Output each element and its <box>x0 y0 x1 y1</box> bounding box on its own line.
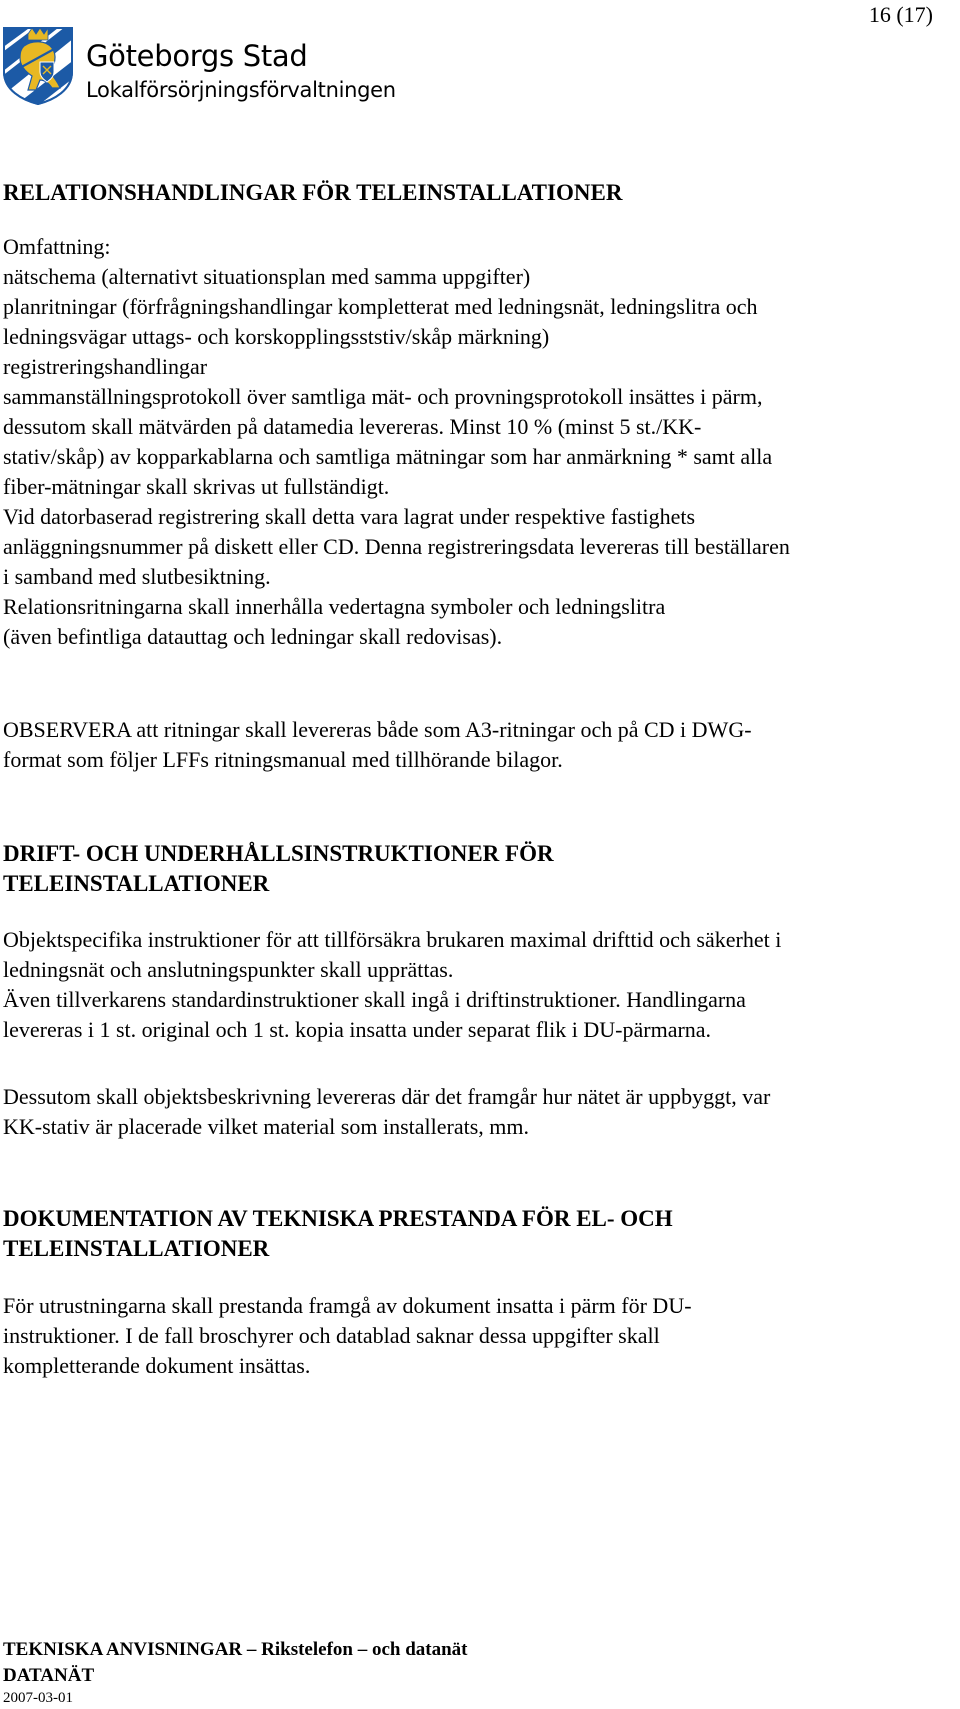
text-line: Även tillverkarens standardinstruktioner skall ingå i driftinstruktioner. Handlingarna <box>3 987 746 1012</box>
footer-title: TEKNISKA ANVISNINGAR – Rikstelefon – och datanät <box>3 1639 468 1660</box>
text-line: i samband med slutbesiktning. <box>3 564 271 589</box>
text-line: ledningsvägar uttags- och korskopplingsststiv/skåp märkning) <box>3 324 550 349</box>
coat-of-arms-icon <box>2 26 74 106</box>
page-footer <box>3 1637 468 1707</box>
text-line: Dessutom skall objektsbeskrivning levereras där det framgår hur nätet är uppbyggt, var <box>3 1084 771 1109</box>
text-line: Relationsritningarna skall innerhålla vedertagna symboler och ledningslitra <box>3 594 666 619</box>
text-line: OBSERVERA att ritningar skall levereras både som A3-ritningar och på CD i DWG- <box>3 717 752 742</box>
text-line: Vid datorbaserad registrering skall detta vara lagrat under respektive fastighets <box>3 504 696 529</box>
text-line: dessutom skall mätvärden på datamedia levereras. Minst 10 % (minst 5 st./KK- <box>3 414 702 439</box>
section1-paragraph-observera <box>3 715 955 775</box>
text-line: Omfattning: <box>3 234 111 259</box>
text-line: instruktioner. I de fall broschyrer och datablad saknar dessa uppgifter skall <box>3 1323 660 1348</box>
heading-line: TELEINSTALLATIONER <box>3 871 270 896</box>
text-line: fiber-mätningar skall skrivas ut fullständigt. <box>3 474 390 499</box>
text-line: Objektspecifika instruktioner för att tillförsäkra brukaren maximal drifttid och säkerhet i <box>3 927 782 952</box>
section-heading-relationshandlingar: RELATIONSHANDLINGAR FÖR TELEINSTALLATIONER <box>3 180 623 205</box>
text-line: För utrustningarna skall prestanda framgå av dokument insatta i pärm för DU- <box>3 1293 692 1318</box>
section3-paragraph-utrustning <box>3 1291 955 1381</box>
text-line: stativ/skåp) av kopparkablarna och samtliga mätningar som har anmärkning * samt alla <box>3 444 773 469</box>
organization-logo <box>2 26 432 106</box>
text-line: KK-stativ är placerade vilket material som installerats, mm. <box>3 1114 529 1139</box>
text-line: (även befintliga datauttag och ledningar skall redovisas). <box>3 624 503 649</box>
section-heading-drift-underhall <box>3 839 554 899</box>
section2-paragraph-objektspecifika <box>3 925 955 1045</box>
heading-line: DRIFT- OCH UNDERHÅLLSINSTRUKTIONER FÖR <box>3 841 554 866</box>
heading-line: DOKUMENTATION AV TEKNISKA PRESTANDA FÖR EL- OCH <box>3 1206 673 1231</box>
section-heading-dokumentation <box>3 1204 673 1264</box>
heading-line: TELEINSTALLATIONER <box>3 1236 270 1261</box>
section2-paragraph-dessutom <box>3 1082 955 1142</box>
text-line: sammanställningsprotokoll över samtliga mät- och provningsprotokoll insättes i pärm, <box>3 384 763 409</box>
section1-paragraph-omfattning <box>3 232 955 652</box>
footer-date: 2007-03-01 <box>3 1690 73 1706</box>
text-line: levereras i 1 st. original och 1 st. kopia insatta under separat flik i DU-pärmarna. <box>3 1017 712 1042</box>
footer-subtitle: DATANÄT <box>3 1665 95 1686</box>
department-name: Lokalförsörjningsförvaltningen <box>86 78 396 102</box>
text-line: kompletterande dokument insättas. <box>3 1353 311 1378</box>
text-line: nätschema (alternativt situationsplan med samma uppgifter) <box>3 264 531 289</box>
text-line: anläggningsnummer på diskett eller CD. Denna registreringsdata levereras till beställaren <box>3 534 790 559</box>
text-line: format som följer LFFs ritningsmanual med tillhörande bilagor. <box>3 747 563 772</box>
page-number: 16 (17) <box>868 2 933 27</box>
text-line: planritningar (förfrågningshandlingar kompletterat med ledningsnät, ledningslitra och <box>3 294 758 319</box>
text-line: ledningsnät och anslutningspunkter skall upprättas. <box>3 957 454 982</box>
organization-name: Göteborgs Stad <box>86 39 308 73</box>
text-line: registreringshandlingar <box>3 354 208 379</box>
